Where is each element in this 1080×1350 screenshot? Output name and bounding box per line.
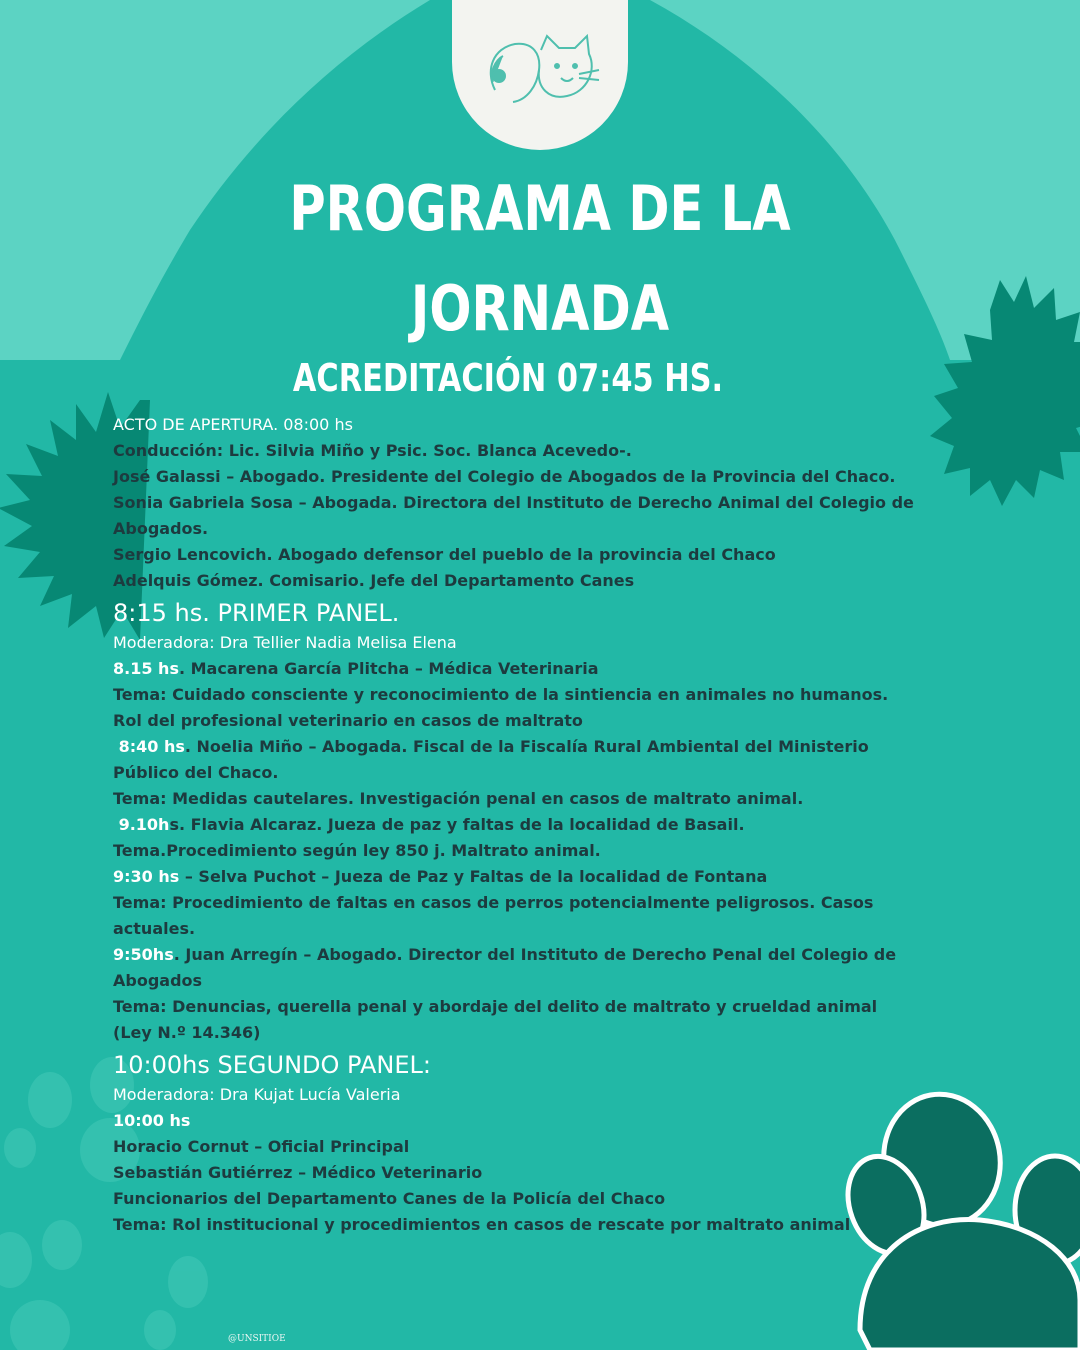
panel1-line: Tema: Denuncias, querella penal y abordaje del delito de maltrato y crueldad animal [113,997,878,1016]
program-content [113,412,993,1238]
panel2-heading: 10:00hs SEGUNDO PANEL: [113,1051,431,1079]
time-label: 9.10h [113,815,170,834]
panel1-moderator: Moderadora: Dra Tellier Nadia Melisa Elena [113,633,457,652]
panel1-line [113,734,993,760]
apertura-line: Sergio Lencovich. Abogado defensor del pueblo de la provincia del Chaco [113,545,776,564]
apertura-heading: ACTO DE APERTURA. 08:00 hs [113,415,353,434]
panel1-heading: 8:15 hs. PRIMER PANEL. [113,599,400,627]
panel1-line: Tema: Procedimiento de faltas en casos de perros potencialmente peligrosos. Casos [113,893,874,912]
panel2-line: Sebastián Gutiérrez – Médico Veterinario [113,1163,483,1182]
speaker-text: – Selva Puchot – Jueza de Paz y Faltas de la localidad de Fontana [179,867,768,886]
dog-and-cat-icon [475,30,605,110]
time-label: 9:30 hs [113,867,180,886]
speaker-text: . Macarena García Plitcha – Médica Veterinaria [178,659,599,678]
panel2-moderator: Moderadora: Dra Kujat Lucía Valeria [113,1085,401,1104]
speaker-text: s. Flavia Alcaraz. Jueza de paz y faltas de la localidad de Basail. [169,815,745,834]
apertura-line: Conducción: Lic. Silvia Miño y Psic. Soc. Blanca Acevedo-. [113,441,632,460]
speaker-text: . Juan Arregín – Abogado. Director del Instituto de Derecho Penal del Colegio de [173,945,897,964]
time-label: 9:50hs [113,945,174,964]
credit-text: @UNSITIOE [228,1334,286,1344]
panel2-line: Funcionarios del Departamento Canes de la Policía del Chaco [113,1189,666,1208]
panel1-line: (Ley N.º 14.346) [113,1023,261,1042]
apertura-line: José Galassi – Abogado. Presidente del Colegio de Abogados de la Provincia del Chaco. [113,467,896,486]
acreditacion-heading: ACREDITACIÓN 07:45 HS. [292,356,724,400]
panel2-line: Horacio Cornut – Oficial Principal [113,1137,410,1156]
apertura-line: Abogados. [113,519,209,538]
apertura-line: Sonia Gabriela Sosa – Abogada. Directora del Instituto de Derecho Animal del Colegio de [113,493,914,512]
panel2-line: Tema: Rol institucional y procedimientos en casos de rescate por maltrato animal [113,1215,851,1234]
panel1-line: Rol del profesional veterinario en casos de maltrato [113,711,583,730]
paw-print-left-bottom [0,1220,208,1350]
panel1-line [113,942,993,968]
panel1-line: Tema: Medidas cautelares. Investigación penal en casos de maltrato animal. [113,789,804,808]
page-title-line-1: PROGRAMA DE LA [289,172,791,245]
time-label: 8.15 hs [113,659,179,678]
panel1-line [113,864,993,890]
panel1-line [113,656,993,682]
panel1-line: Público del Chaco. [113,763,279,782]
panel1-line [113,812,993,838]
panel1-line: Tema: Cuidado consciente y reconocimiento de la sintiencia en animales no humanos. [113,685,889,704]
panel1-line: Tema.Procedimiento según ley 850 j. Maltrato animal. [113,841,601,860]
apertura-line: Adelquis Gómez. Comisario. Jefe del Departamento Canes [113,571,635,590]
panel2-time: 10:00 hs [113,1111,191,1130]
page-title-line-2: JORNADA [410,272,670,345]
speaker-text: . Noelia Miño – Abogada. Fiscal de la Fiscalía Rural Ambiental del Ministerio [184,737,869,756]
panel1-line: Abogados [113,971,203,990]
time-label: 8:40 hs [113,737,185,756]
panel1-line: actuales. [113,919,196,938]
